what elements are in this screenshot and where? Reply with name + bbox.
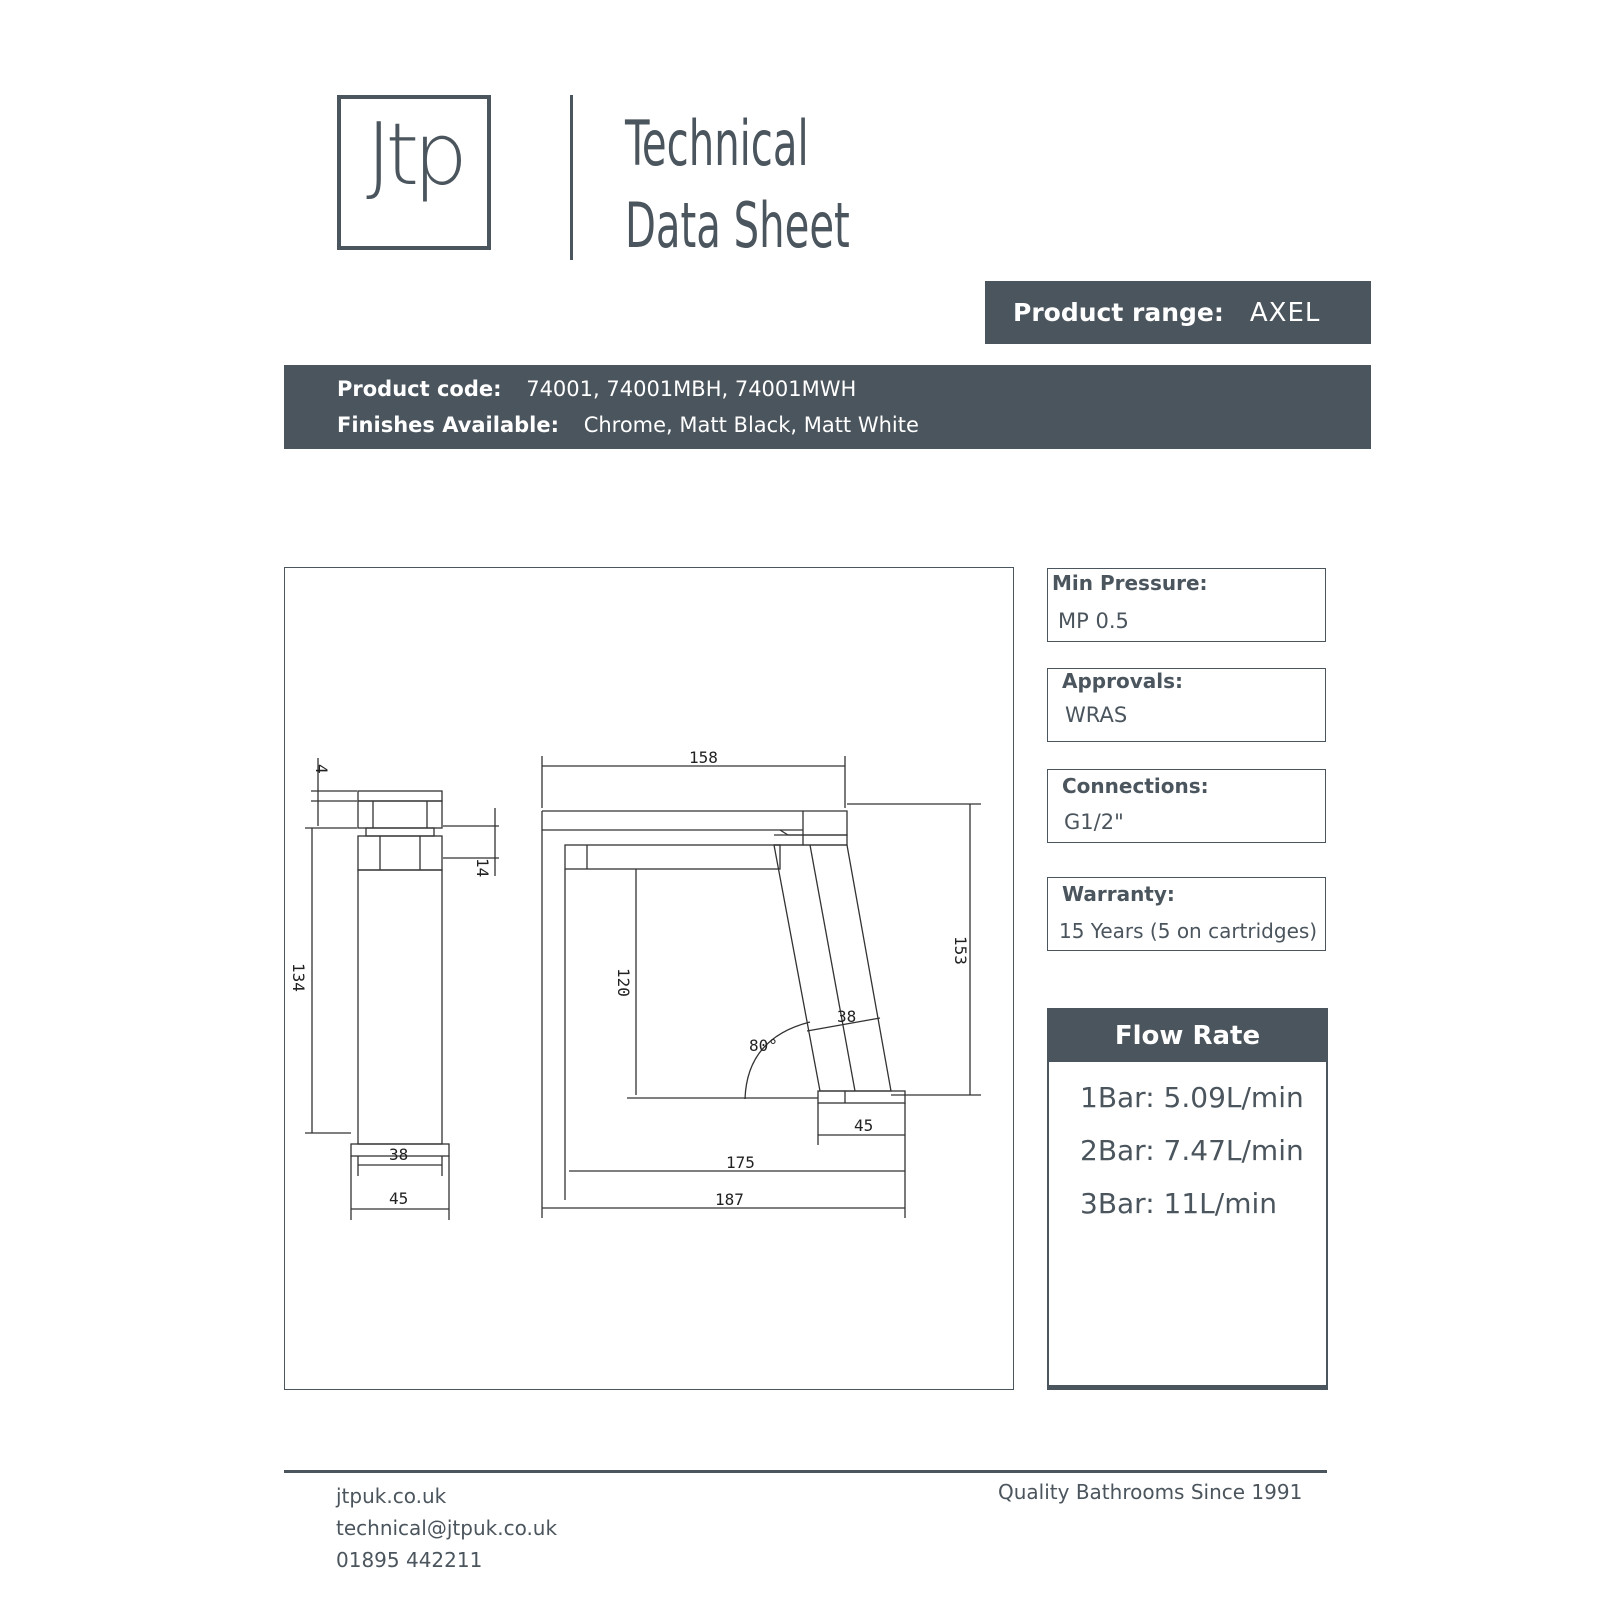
spout-arm [565, 845, 780, 869]
dim-spout-height: 120 [614, 968, 633, 997]
side-collar-lower [358, 836, 442, 870]
dim-side-top-gap: 4 [312, 764, 331, 774]
spec-connections [1047, 769, 1326, 843]
drawing-svg [285, 568, 1015, 1391]
side-handle [358, 801, 442, 828]
dim-body-width: 38 [837, 1007, 857, 1026]
footer-website[interactable]: jtpuk.co.uk [336, 1484, 447, 1508]
spec-label: Warranty: [1062, 882, 1175, 906]
product-info-bar [284, 365, 1371, 449]
spec-label: Connections: [1062, 774, 1209, 798]
front-view [542, 748, 981, 1218]
body-collar [774, 835, 847, 845]
dim-total-height: 153 [951, 936, 970, 965]
side-collar [366, 828, 434, 836]
finishes-value: Chrome, Matt Black, Matt White [583, 413, 919, 437]
spec-value: 15 Years (5 on cartridges) [1059, 919, 1318, 943]
header-divider [570, 95, 573, 260]
spec-value: G1/2" [1064, 810, 1124, 834]
logo-text: Jtp [366, 105, 462, 205]
dim-side-body-width: 38 [389, 1145, 409, 1164]
dim-base-to-spout: 175 [726, 1153, 755, 1172]
finishes-row [337, 413, 919, 437]
dim-total-length: 187 [715, 1190, 744, 1209]
spec-value: MP 0.5 [1058, 609, 1129, 633]
flow-rate-title: Flow Rate [1049, 1010, 1326, 1062]
product-range-value: AXEL [1249, 297, 1321, 328]
dim-base-width: 45 [854, 1116, 874, 1135]
spec-warranty [1047, 877, 1326, 951]
side-view [289, 758, 499, 1220]
dim-side-base-width: 45 [389, 1189, 409, 1208]
dim-side-handle-height: 14 [473, 858, 492, 878]
side-body [358, 870, 442, 1144]
body-centre [810, 845, 855, 1091]
front-base [818, 1091, 905, 1103]
flow-rate-item: 2Bar: 7.47L/min [1080, 1134, 1304, 1167]
product-range-badge [985, 281, 1371, 344]
product-code-value: 74001, 74001MBH, 74001MWH [526, 377, 857, 401]
spec-min-pressure [1047, 568, 1326, 642]
footer-phone: 01895 442211 [336, 1548, 483, 1572]
title-line-2: Data Sheet [625, 189, 850, 262]
spout-top [542, 811, 847, 835]
dim-angle: 80° [749, 1036, 778, 1055]
spec-label: Approvals: [1062, 669, 1184, 693]
product-code-row [337, 377, 856, 401]
spec-approvals [1047, 668, 1326, 742]
page-title [625, 103, 850, 267]
product-code-label: Product code: [337, 377, 502, 401]
spec-value: WRAS [1065, 703, 1128, 727]
flow-rate-item: 3Bar: 11L/min [1080, 1187, 1277, 1220]
dim-spout-length: 158 [689, 748, 718, 767]
angle-arc [745, 1022, 810, 1099]
spec-label: Min Pressure: [1052, 571, 1208, 595]
flow-rate-item: 1Bar: 5.09L/min [1080, 1081, 1304, 1114]
finishes-label: Finishes Available: [337, 413, 559, 437]
footer-tagline: Quality Bathrooms Since 1991 [998, 1480, 1303, 1504]
technical-drawing [284, 567, 1014, 1390]
footer-divider [284, 1470, 1327, 1473]
flow-rate-panel [1047, 1008, 1328, 1390]
side-handle-top [358, 791, 442, 801]
footer-email[interactable]: technical@jtpuk.co.uk [336, 1516, 558, 1540]
product-range-label: Product range: [1013, 298, 1224, 327]
title-line-1: Technical [625, 107, 809, 180]
dim-side-body-height: 134 [289, 963, 308, 992]
